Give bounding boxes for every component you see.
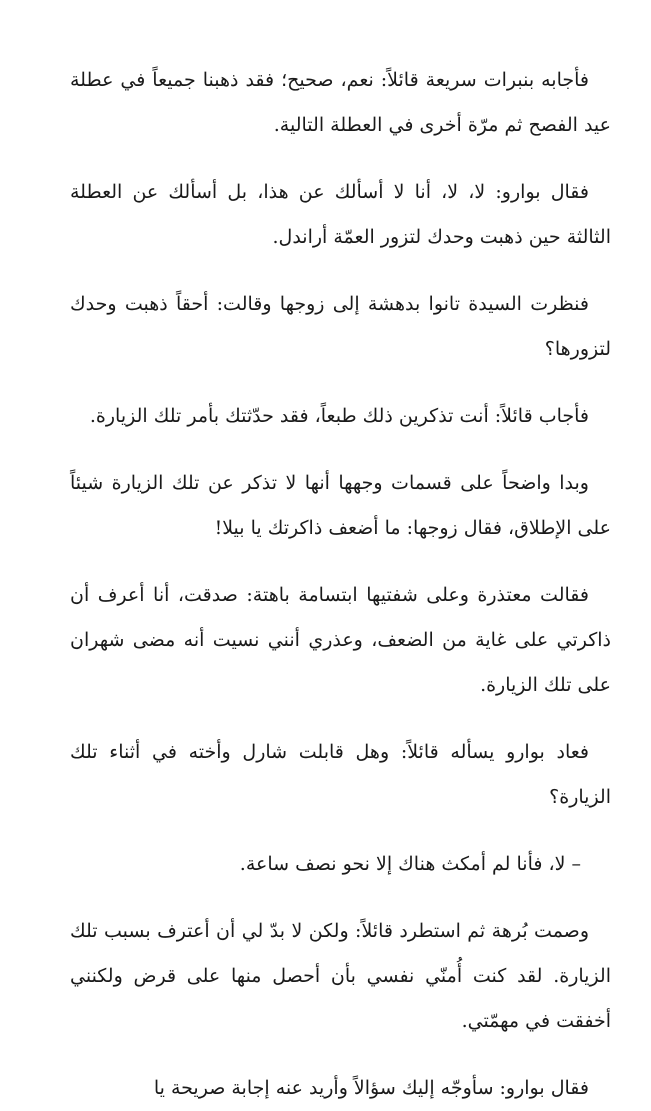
paragraph: فعاد بوارو يسأله قائلاً: وهل قابلت شارل وأخته في أثناء تلك الزيارة؟ <box>70 741 611 808</box>
dialogue-line: – لا، فأنا لم أمكث هناك إلا نحو نصف ساعة. <box>239 853 581 875</box>
paragraph: فقال بوارو: لا، لا، أنا لا أسألك عن هذا، بل أسألك عن العطلة الثالثة حين ذهبت وحدك لتزور العمّة أراندل. <box>70 181 611 248</box>
paragraph: فنظرت السيدة تانوا بدهشة إلى زوجها وقالت: أحقاً ذهبت وحدك لتزورها؟ <box>70 293 611 360</box>
paragraph: وبدا واضحاً على قسمات وجهها أنها لا تذكر عن تلك الزيارة شيئاً على الإطلاق، فقال زوجها: ما أضعف ذاكرتك يا بيلا! <box>70 472 611 539</box>
paragraph: فأجابه بنبرات سريعة قائلاً: نعم، صحيح؛ فقد ذهبنا جميعاً في عطلة عيد الفصح ثم مرّة أخرى في العطلة التالية. <box>70 69 611 136</box>
paragraph: فأجاب قائلاً: أنت تذكرين ذلك طبعاً، فقد حدّثتك بأمر تلك الزيارة. <box>89 405 589 427</box>
paragraph: فقال بوارو: سأوجّه إليك سؤالاً وأريد عنه إجابة صريحة يا <box>153 1077 589 1099</box>
paragraph: فقالت معتذرة وعلى شفتيها ابتسامة باهتة: صدقت، أنا أعرف أن ذاكرتي على غاية من الضعف، وعذري أنني نسيت أنه مضى شهران على تلك الزيارة. <box>70 584 611 696</box>
book-page <box>70 58 611 1111</box>
paragraph: وصمت بُرهة ثم استطرد قائلاً: ولكن لا بدّ لي أن أعترف بسبب تلك الزيارة. لقد كنت أُمنّي نفسي بأن أحصل منها على قرض ولكنني أخفقت في مهمّتي. <box>70 920 611 1032</box>
